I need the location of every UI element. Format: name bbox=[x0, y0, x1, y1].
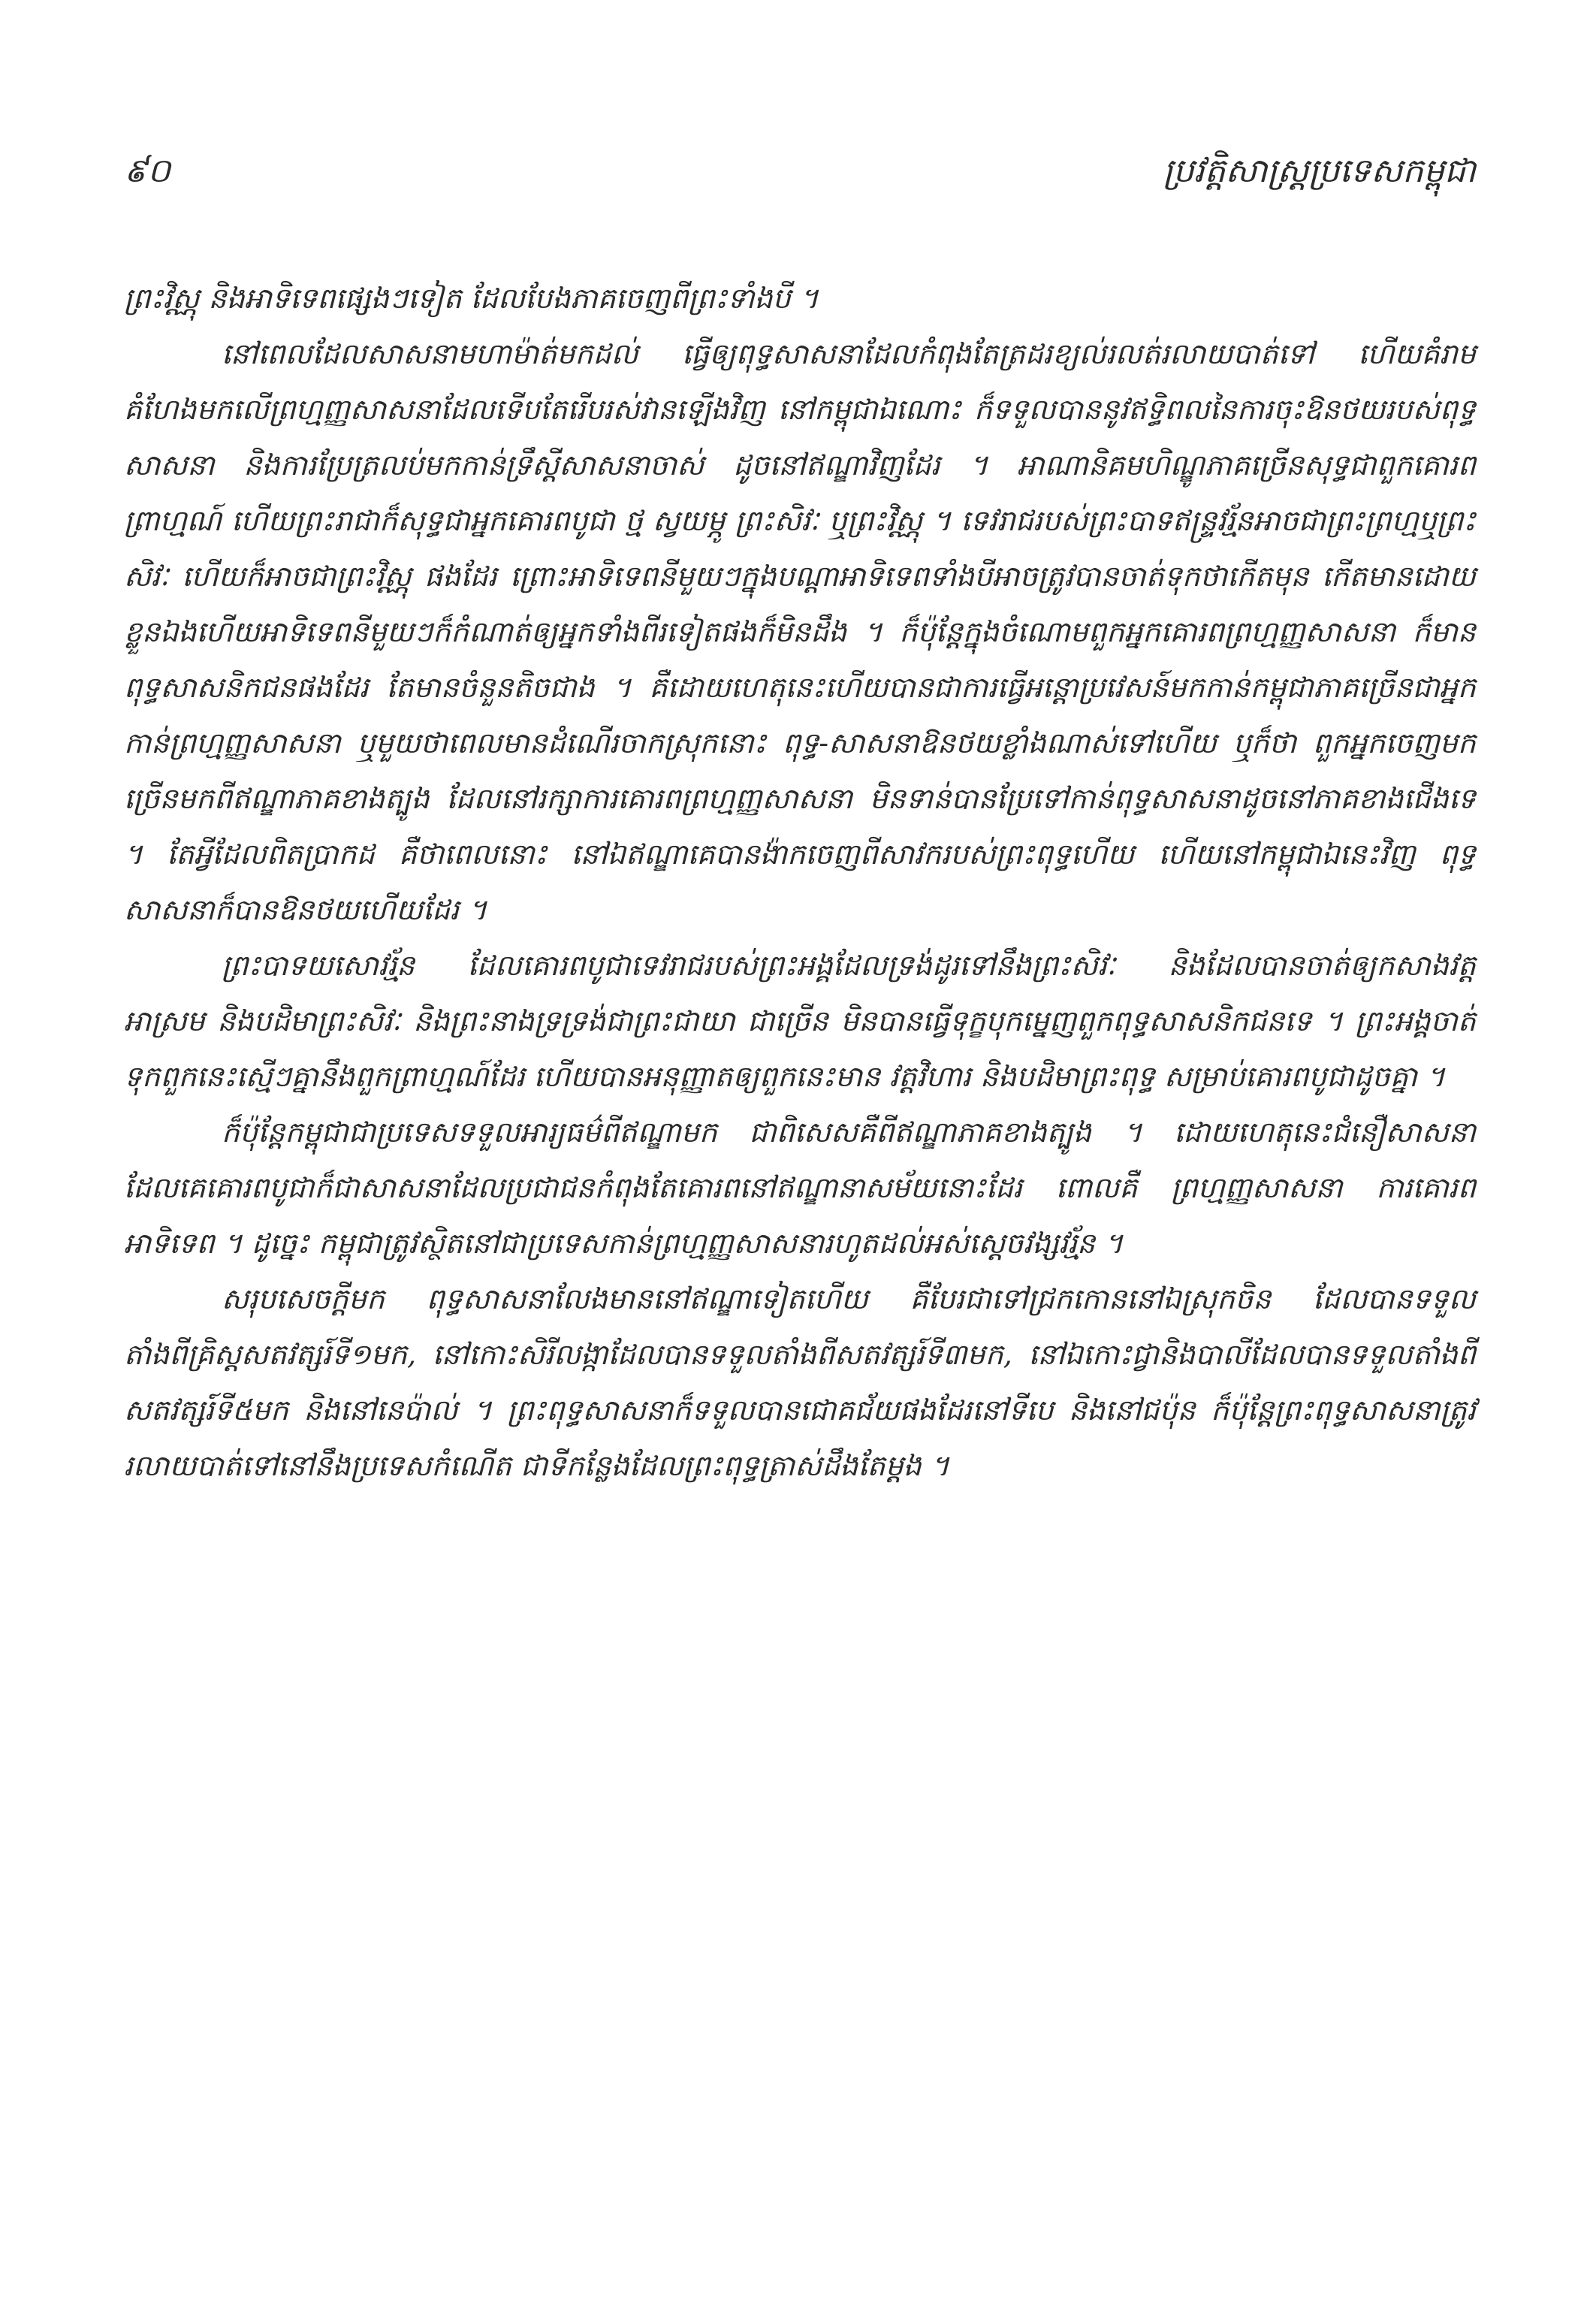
page-header bbox=[124, 150, 1476, 203]
paragraph: នៅពេលដែលសាសនាមហាម៉ាត់មកដល់ ធ្វើឲ្យពុទ្ធសាសនាដែលកំពុងតែត្រដរខ្យល់រលត់រលាយបាត់ទៅ ហើយគំរាមគំហែងមកលើព្រហ្មញ្ញសាសនាដែលទើបតែរើបរស់វានឡើងវិញ នៅកម្ពុជាឯណោះ ក៏ទទួលបាននូវឥទ្ធិពលនៃការចុះឱនថយរបស់ពុទ្ធសាសនា និងការប្រែត្រលប់មកកាន់ទ្រឹស្តីសាសនាចាស់ ដូចនៅឥណ្ឌាវិញដែរ ។ អាណានិគមហិណ្ឌូភាគច្រើនសុទ្ធជាពួកគោរពព្រាហ្មណ៍ ហើយព្រះរាជាក៏សុទ្ធជាអ្នកគោរពបូជា ថ្ម ស្វយម្ភូ ព្រះសិវៈ ឬព្រះវិស្ណុ ។ ទេវរាជរបស់ព្រះបាទឥន្ទ្រវរ្ម័នអាចជាព្រះព្រហ្មឬព្រះសិវៈ ហើយក៏អាចជាព្រះវិស្ណុ ផងដែរ ព្រោះអាទិទេពនីមួយៗក្នុងបណ្តាអាទិទេពទាំងបីអាចត្រូវបានចាត់ទុកថាកើតមុន កើតមានដោយខ្លួនឯងហើយអាទិទេពនីមួយៗក៏កំណាត់ឲ្យអ្នកទាំងពីរទៀតផងក៏មិនដឹង ។ ក៏ប៉ុន្តែក្នុងចំណោមពួកអ្នកគោរពព្រហ្មញ្ញសាសនា ក៏មានពុទ្ធសាសនិកជនផងដែរ តែមានចំនួនតិចជាង ។ គឺដោយហេតុនេះហើយបានជាការធ្វើអន្តោប្រវេសន៍មកកាន់កម្ពុជាភាគច្រើនជាអ្នកកាន់ព្រហ្មញ្ញសាសនា ឬមួយថាពេលមានដំណើរចាកស្រុកនោះ ពុទ្ធ-សាសនាឱនថយខ្លាំងណាស់ទៅហើយ ឬក៏ថា ពួកអ្នកចេញមកច្រើនមកពីឥណ្ឌាភាគខាងត្បូង ដែលនៅរក្សាការគោរពព្រហ្មញ្ញសាសនា មិនទាន់បានប្រែទៅកាន់ពុទ្ធសាសនាដូចនៅភាគខាងជើងទេ ។ តែអ្វីដែលពិតប្រាកដ គឺថាពេលនោះ នៅឯឥណ្ឌាគេបានង៉ាកចេញពីសាវករបស់ព្រះពុទ្ធហើយ ហើយនៅកម្ពុជាឯនេះវិញ ពុទ្ធសាសនាក៏បានឱនថយហើយដែរ ។ bbox=[124, 337, 1476, 926]
running-title: ប្រវត្តិសាស្ត្រប្រទេសកម្ពុជា bbox=[1163, 152, 1476, 190]
paragraph: ព្រះបាទយសោវរ្ម័ន ដែលគោរពបូជាទេវរាជរបស់ព្រះអង្គដែលទ្រង់ដូរទៅនឹងព្រះសិវៈ និងដែលបានចាត់ឲ្យកសាងវត្ត អាស្រម និងបដិមាព្រះសិវៈ និងព្រះនាងទ្រទ្រង់ជាព្រះជាយា ជាច្រើន មិនបានធ្វើទុក្ខបុកម្នេញពួកពុទ្ធសាសនិកជនទេ ។ ព្រះអង្គចាត់ទុកពួកនេះស្មើៗគ្នានឹងពួកព្រាហ្មណ៍ដែរ ហើយបានអនុញ្ញាតឲ្យពួកនេះមាន វត្តវិហារ និងបដិមាព្រះពុទ្ធ សម្រាប់គោរពបូជាដូចគ្នា ។ bbox=[124, 949, 1476, 1093]
paragraph: ក៏ប៉ុន្តែកម្ពុជាជាប្រទេសទទួលអារ្យធម៌ពីឥណ្ឌាមក ជាពិសេសគឺពីឥណ្ឌាភាគខាងត្បូង ។ ដោយហេតុនេះជំនឿសាសនា ដែលគេគោរពបូជាក៏ជាសាសនាដែលប្រជាជនកំពុងតែគោរពនៅឥណ្ឌានាសម័យនោះដែរ ពោលគឺ ព្រហ្មញ្ញសាសនា ការគោរពអាទិទេព ។ ដូច្នេះ កម្ពុជាត្រូវស្ថិតនៅជាប្រទេសកាន់ព្រហ្មញ្ញសាសនារហូតដល់អស់ស្តេចវង្សវរ្ម័ន ។ bbox=[124, 1116, 1476, 1260]
paragraph-continuation: ព្រះវិស្ណុ និងអាទិទេពផ្សេងៗទៀត ដែលបែងភាគចេញពីព្រះទាំងបី ។ bbox=[124, 282, 819, 315]
paragraph: សរុបសេចក្តីមក ពុទ្ធសាសនាលែងមាននៅឥណ្ឌាទៀតហើយ គឺបែរជាទៅជ្រកកោននៅឯស្រុកចិន ដែលបានទទួលតាំងពីគ្រិស្តសតវត្សរ៍ទី១មក, នៅកោះសិរីលង្កាដែលបានទទួលតាំងពីសតវត្សរ៍ទី៣មក, នៅឯកោះជ្វានិងបាលីដែលបានទទួលតាំងពីសតវត្សរ៍ទី៥មក និងនៅនេប៉ាល់ ។ ព្រះពុទ្ធសាសនាក៏ទទួលបានជោគជ័យផងដែរនៅទីបេ និងនៅជប៉ុន ក៏ប៉ុន្តែព្រះពុទ្ធសាសនាត្រូវរលាយបាត់ទៅនៅនឹងប្រទេសកំណើត ជាទីកន្លែងដែលព្រះពុទ្ធត្រាស់ដឹងតែម្តង ។ bbox=[124, 1282, 1476, 1482]
body-text bbox=[124, 270, 1476, 1493]
page-number: ៩០ bbox=[124, 152, 171, 190]
